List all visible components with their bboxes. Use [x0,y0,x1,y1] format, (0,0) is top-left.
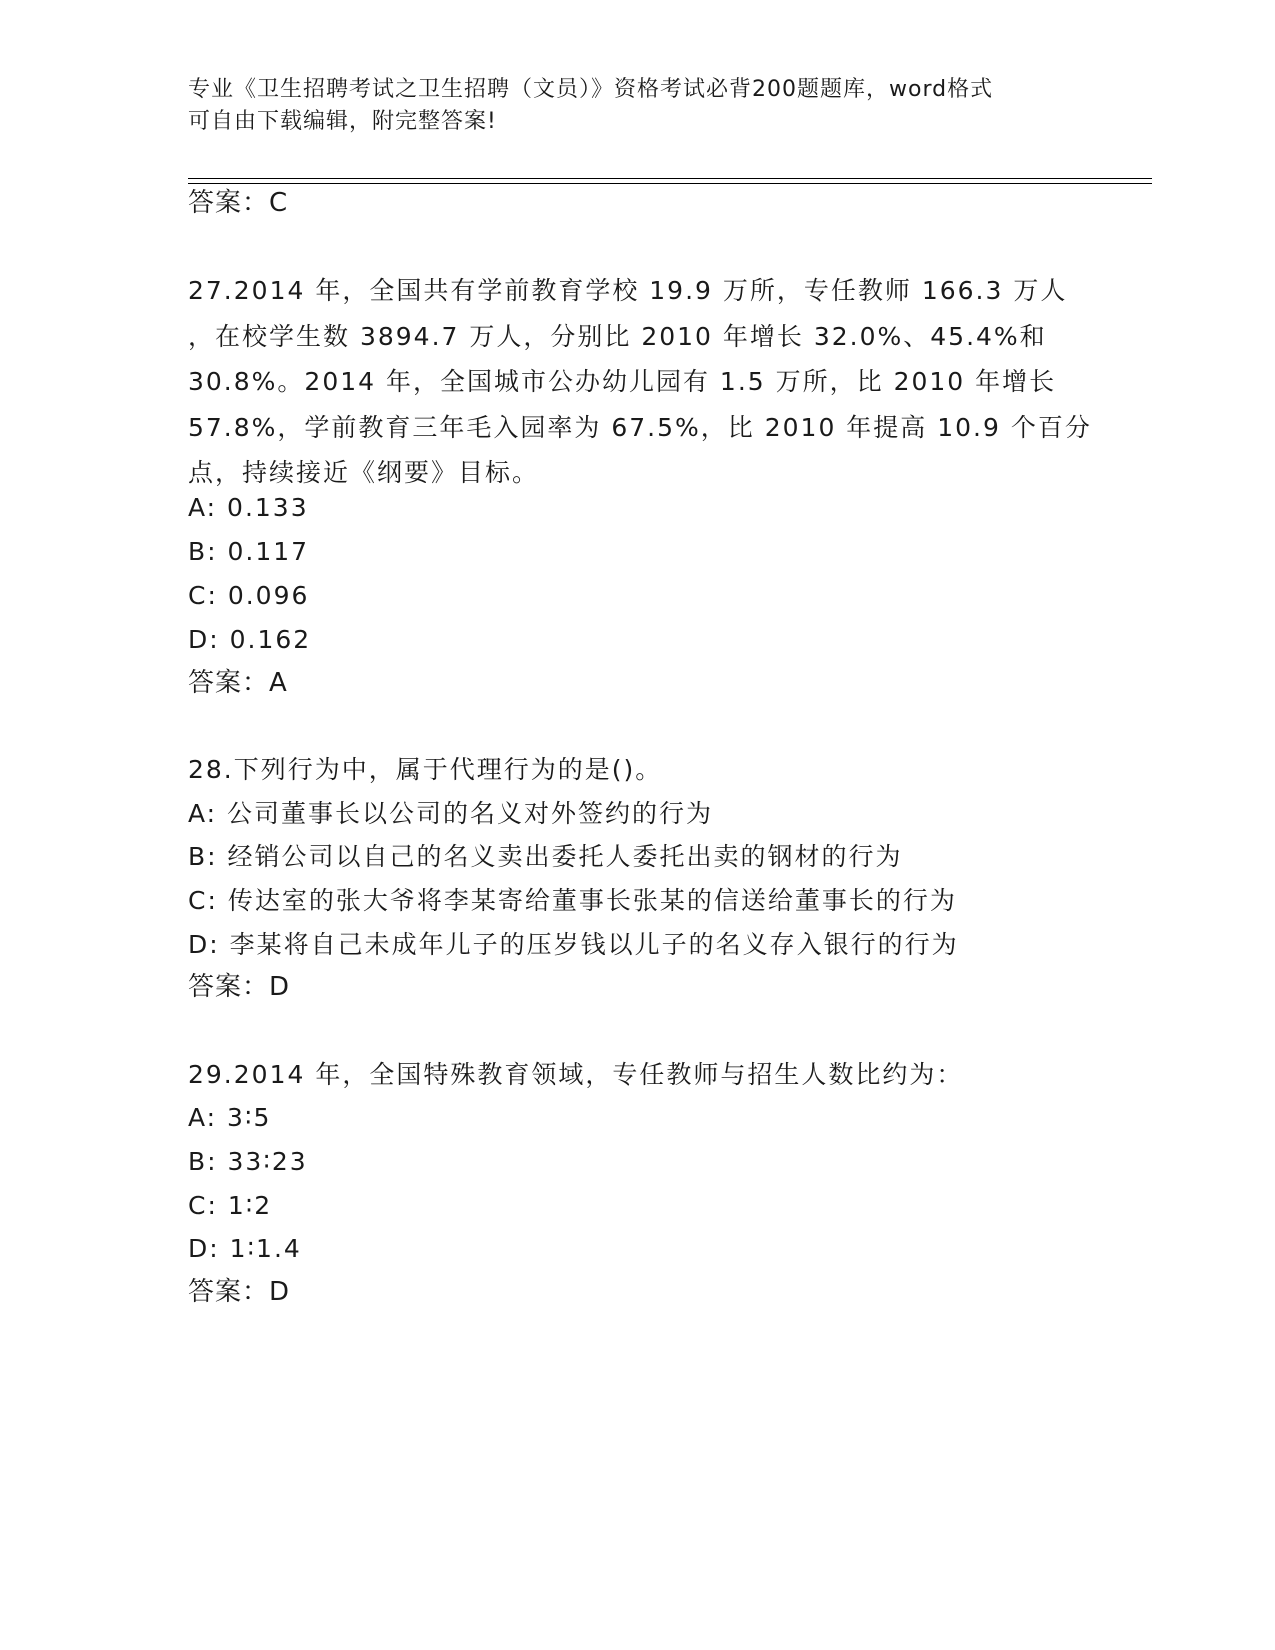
question-29-answer: 答案：D [188,1277,291,1307]
header-line-1: 专业《卫生招聘考试之卫生招聘（文员）》资格考试必背200题题库，word格式 [188,77,994,102]
question-29-stem: 29.2014 年，全国特殊教育领域，专任教师与招生人数比约为： [188,1060,964,1089]
question-27-answer: 答案：A [188,668,288,698]
question-29-option-a: A: 3∶5 [188,1103,272,1132]
question-27-option-c: C: 0.096 [188,581,310,610]
question-28-option-d: D: 李某将自己未成年儿子的压岁钱以儿子的名义存入银行的行为 [188,930,959,959]
question-27-stem [188,268,1092,496]
question-27-stem-line: 30.8%。2014 年，全国城市公办幼儿园有 1.5 万所，比 2010 年增长 [188,367,1057,396]
question-29-option-d: D: 1∶1.4 [188,1234,302,1263]
question-28-option-a: A: 公司董事长以公司的名义对外签约的行为 [188,799,714,828]
question-29-option-c: C: 1∶2 [188,1191,273,1220]
question-27-option-d: D: 0.162 [188,625,312,654]
question-27-stem-line: 点，持续接近《纲要》目标。 [188,458,540,487]
question-27-option-b: B: 0.117 [188,537,310,566]
header-divider-bottom [188,183,1152,184]
header-divider-top [188,178,1152,179]
previous-answer: 答案：C [188,188,289,218]
header-line-2: 可自由下载编辑，附完整答案! [188,109,497,134]
question-27-stem-line: ，在校学生数 3894.7 万人，分别比 2010 年增长 32.0%、45.4%和 [188,321,1047,351]
question-28-option-b: B: 经销公司以自己的名义卖出委托人委托出卖的钢材的行为 [188,842,903,871]
document-header [188,74,1088,138]
question-27-option-a: A: 0.133 [188,493,309,522]
question-28-option-c: C: 传达室的张大爷将李某寄给董事长张某的信送给董事长的行为 [188,886,957,915]
question-28-answer: 答案：D [188,972,291,1002]
question-29-option-b: B: 33∶23 [188,1147,308,1176]
question-27-stem-line: 27.2014 年，全国共有学前教育学校 19.9 万所，专任教师 166.3 万人 [188,276,1068,305]
question-28-stem: 28.下列行为中，属于代理行为的是()。 [188,755,663,784]
question-27-stem-line: 57.8%，学前教育三年毛入园率为 67.5%，比 2010 年提高 10.9 个百分 [188,412,1092,442]
